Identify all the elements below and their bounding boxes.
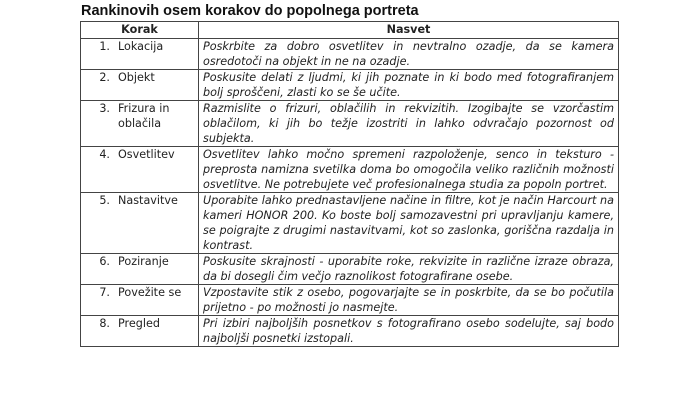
step-name: Lokacija — [118, 40, 164, 53]
header-tip: Nasvet — [199, 22, 619, 39]
step-name: Frizura in oblačila — [118, 102, 170, 130]
tip-cell: Poskusite delati z ljudmi, ki jih poznate in ki bodo med fotografiranjem bolj sproščeni, zlasti ko se še učite. — [199, 70, 619, 101]
step-cell — [81, 147, 199, 193]
step-cell — [81, 254, 199, 285]
tip-cell: Poskusite skrajnosti - uporabite roke, rekvizite in različne izraze obraza, da bi dosegli čim večjo raznolikost fotografirane osebe. — [199, 254, 619, 285]
header-step: Korak — [81, 22, 199, 39]
step-cell — [81, 101, 199, 147]
document-title: Rankinovih osem korakov do popolnega portreta — [81, 3, 419, 19]
table-row — [81, 39, 619, 70]
step-cell — [81, 70, 199, 101]
step-cell — [81, 39, 199, 70]
step-number: 1. — [99, 40, 110, 53]
table-row — [81, 70, 619, 101]
table-row — [81, 101, 619, 147]
step-name: Objekt — [118, 71, 155, 84]
table-row — [81, 285, 619, 316]
step-number: 5. — [99, 194, 110, 207]
tip-cell: Uporabite lahko prednastavljene načine in filtre, kot je način Harcourt na kameri HONOR 200. Ko boste bolj samozavestni pri upravljanju kamere, se poigrajte z drugimi nastavitvami, kot so zaslonka, goriščna razdalja in kontrast. — [199, 193, 619, 254]
step-number: 6. — [99, 255, 110, 268]
tip-cell: Pri izbiri najboljših posnetkov s fotografirano osebo sodelujte, saj bodo najboljši posnetki izstopali. — [199, 316, 619, 347]
table-row — [81, 254, 619, 285]
step-cell — [81, 285, 199, 316]
step-number: 3. — [99, 102, 110, 115]
tip-cell: Vzpostavite stik z osebo, pogovarjajte se in poskrbite, da se bo počutila prijetno - po možnosti jo nasmejte. — [199, 285, 619, 316]
step-number: 2. — [99, 71, 110, 84]
tip-cell: Razmislite o frizuri, oblačilih in rekvizitih. Izogibajte se vzorčastim oblačilom, ki jih bo težje izostriti in lahko odvračajo pozornost od subjekta. — [199, 101, 619, 147]
step-number: 7. — [99, 286, 110, 299]
step-name: Osvetlitev — [118, 148, 175, 161]
table-row — [81, 147, 619, 193]
tip-cell: Osvetlitev lahko močno spremeni razpoloženje, senco in teksturo - preprosta namizna svetilka doma bo omogočila veliko različnih možnosti osvetlitve. Ne potrebujete več profesionalnega studia za popoln portret. — [199, 147, 619, 193]
step-name: Povežite se — [118, 286, 182, 299]
step-cell — [81, 316, 199, 347]
table-row — [81, 316, 619, 347]
tip-cell: Poskrbite za dobro osvetlitev in nevtralno ozadje, da se kamera osredotoči na objekt in ne na ozadje. — [199, 39, 619, 70]
table-row — [81, 193, 619, 254]
step-name: Poziranje — [118, 255, 169, 268]
table-header-row — [81, 22, 619, 39]
step-name: Pregled — [118, 317, 160, 330]
steps-table — [80, 21, 619, 347]
step-name: Nastavitve — [118, 194, 178, 207]
step-cell — [81, 193, 199, 254]
step-number: 4. — [99, 148, 110, 161]
step-number: 8. — [99, 317, 110, 330]
